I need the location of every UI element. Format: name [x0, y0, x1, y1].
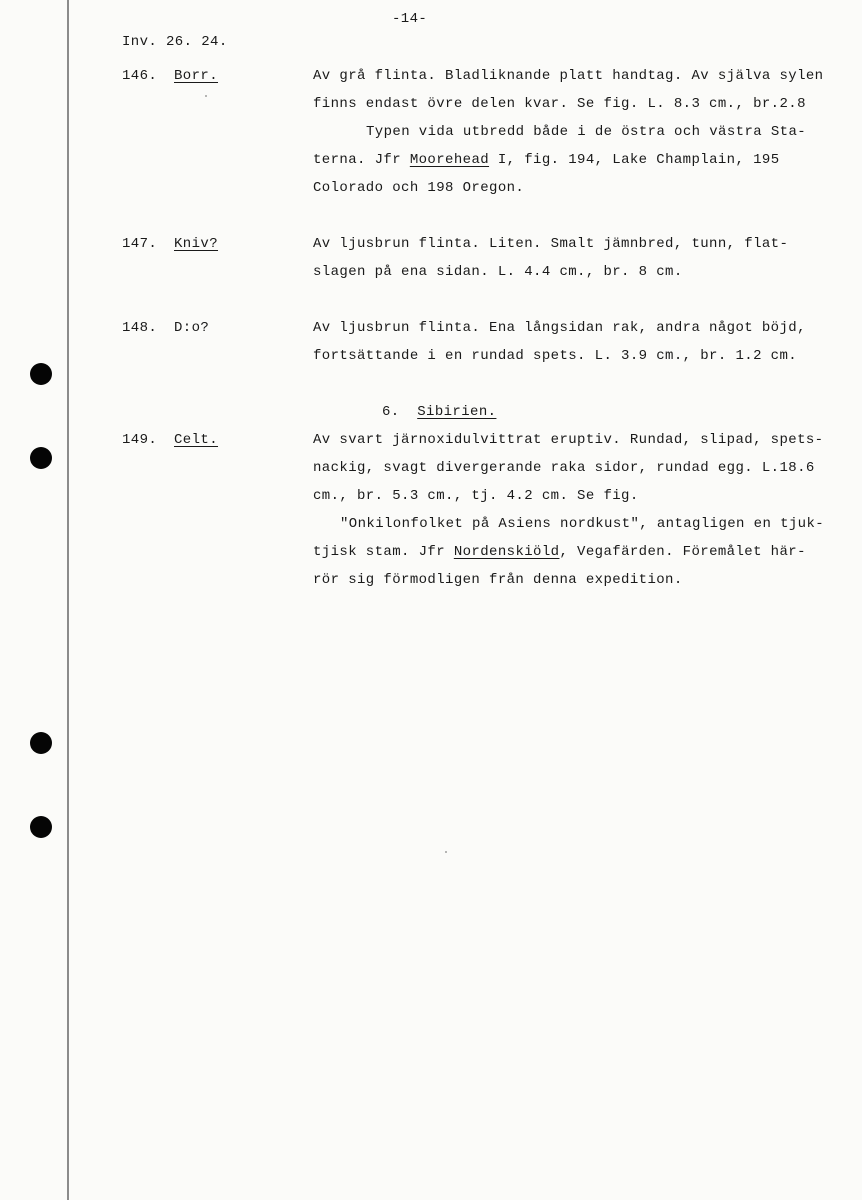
entry-number: 147.	[122, 236, 158, 252]
ink-speck	[205, 95, 207, 97]
entry-line: "Onkilonfolket på Asiens nordkust", antagligen en tjuk-	[340, 516, 825, 532]
punch-hole	[30, 816, 52, 838]
entry-line: rör sig förmodligen från denna expedition.	[313, 572, 683, 588]
entry-line: tjisk stam. Jfr Nordenskiöld, Vegafärden. Föremålet här-	[313, 544, 806, 560]
entry-line: cm., br. 5.3 cm., tj. 4.2 cm. Se fig.	[313, 488, 639, 504]
entry-line: Av svart järnoxidulvittrat eruptiv. Rundad, slipad, spets-	[313, 432, 824, 448]
entry-name: Kniv?	[174, 236, 219, 252]
page-number: -14-	[392, 11, 428, 27]
entry-line: Av ljusbrun flinta. Ena långsidan rak, andra något böjd,	[313, 320, 806, 336]
entry-name: D:o?	[174, 320, 210, 336]
entry-number: 146.	[122, 68, 158, 84]
inventory-number: Inv. 26. 24.	[122, 34, 228, 50]
entry-line: Typen vida utbredd både i de östra och västra Sta-	[366, 124, 807, 140]
section-heading: 6. Sibirien.	[382, 404, 497, 420]
entry-line: Colorado och 198 Oregon.	[313, 180, 525, 196]
entry-line: Av grå flinta. Bladliknande platt handtag. Av själva sylen	[313, 68, 824, 84]
punch-hole	[30, 732, 52, 754]
entry-line: fortsättande i en rundad spets. L. 3.9 cm., br. 1.2 cm.	[313, 348, 798, 364]
entry-number: 148.	[122, 320, 158, 336]
ink-speck	[445, 851, 447, 853]
entry-number: 149.	[122, 432, 158, 448]
entry-line: slagen på ena sidan. L. 4.4 cm., br. 8 cm.	[313, 264, 683, 280]
entry-name: Celt.	[174, 432, 219, 448]
entry-line: Av ljusbrun flinta. Liten. Smalt jämnbred, tunn, flat-	[313, 236, 789, 252]
author-reference: Moorehead	[409, 152, 490, 168]
author-reference: Nordenskiöld	[453, 544, 560, 560]
entry-line: finns endast övre delen kvar. Se fig. L. 8.3 cm., br.2.8	[313, 96, 806, 112]
entry-line: terna. Jfr Moorehead I, fig. 194, Lake Champlain, 195	[313, 152, 780, 168]
entry-name: Borr.	[174, 68, 219, 84]
margin-rule	[67, 0, 69, 1200]
entry-line: nackig, svagt divergerande raka sidor, rundad egg. L.18.6	[313, 460, 815, 476]
punch-hole	[30, 363, 52, 385]
punch-hole	[30, 447, 52, 469]
